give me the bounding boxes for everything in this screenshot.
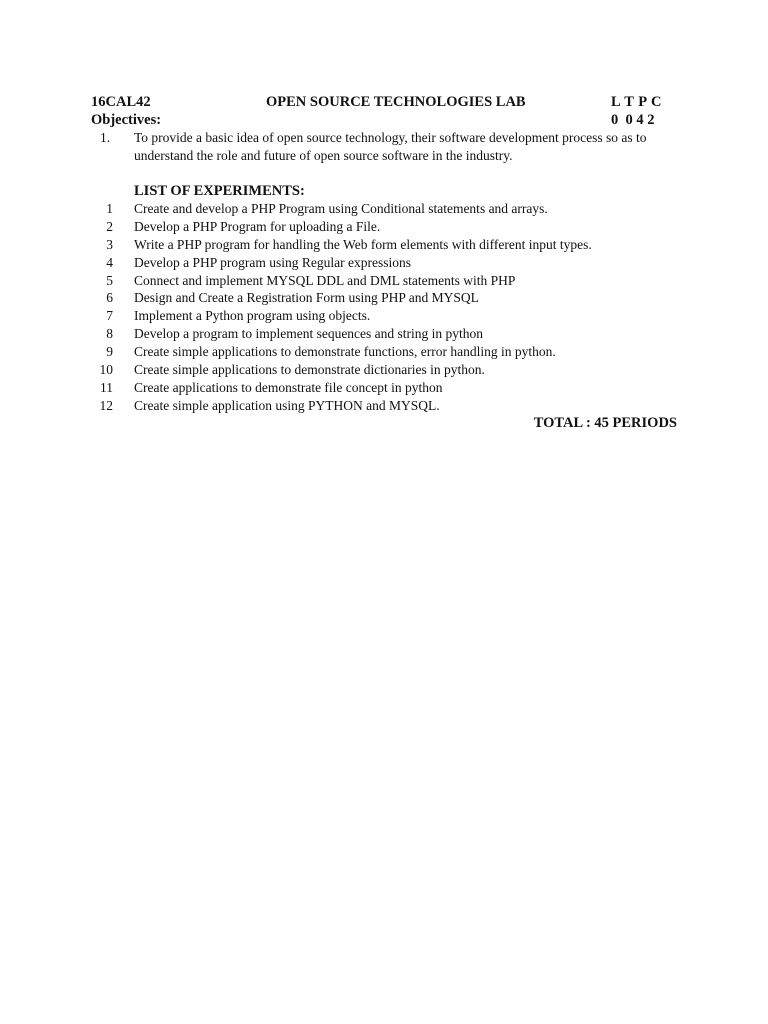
experiment-text: Develop a program to implement sequences and string in python <box>134 326 484 342</box>
list-item <box>91 289 691 307</box>
experiments-list <box>91 200 691 415</box>
experiments-heading: LIST OF EXPERIMENTS: <box>134 183 305 199</box>
experiment-text: Implement a Python program using objects. <box>134 308 371 324</box>
list-item <box>91 272 691 290</box>
experiment-text: Design and Create a Registration Form using PHP and MYSQL <box>134 290 479 306</box>
list-item <box>91 379 691 397</box>
list-item <box>91 397 691 415</box>
objective-number: 1. <box>100 130 111 145</box>
list-item <box>91 236 691 254</box>
experiment-number: 5 <box>106 272 113 288</box>
experiment-text: Develop a PHP program using Regular expressions <box>134 254 411 270</box>
experiment-number: 2 <box>106 218 113 234</box>
experiment-number: 4 <box>106 254 113 270</box>
list-item <box>91 218 691 236</box>
experiment-number: 7 <box>106 308 113 324</box>
list-item <box>91 200 691 218</box>
experiment-number: 10 <box>99 362 113 378</box>
experiment-text: Develop a PHP Program for uploading a File. <box>134 218 381 234</box>
experiment-number: 1 <box>106 201 113 216</box>
experiment-text: Connect and implement MYSQL DDL and DML statements with PHP <box>134 272 516 288</box>
experiment-number: 12 <box>99 397 113 413</box>
experiment-number: 11 <box>100 379 113 395</box>
list-item <box>91 307 691 325</box>
experiment-number: 8 <box>106 326 113 342</box>
list-item <box>91 343 691 361</box>
experiment-number: 3 <box>106 236 113 252</box>
list-item <box>91 254 691 272</box>
objectives-label: Objectives: <box>91 112 162 128</box>
experiment-number: 6 <box>106 290 113 306</box>
list-item <box>91 361 691 379</box>
ltpc-values: 0 0 4 2 <box>611 112 655 128</box>
experiment-text: Create and develop a PHP Program using Conditional statements and arrays. <box>134 201 548 216</box>
experiment-text: Create applications to demonstrate file concept in python <box>134 379 443 395</box>
list-item <box>91 325 691 343</box>
experiment-text: Create simple applications to demonstrate dictionaries in python. <box>134 362 485 378</box>
objective-text: To provide a basic idea of open source technology, their software development process so as to understand the role and future of open source software in the industry. <box>134 130 647 163</box>
course-code: 16CAL42 <box>91 94 151 110</box>
experiment-number: 9 <box>106 344 113 360</box>
experiment-text: Write a PHP program for handling the Web form elements with different input types. <box>134 236 592 252</box>
ltpc-label: L T P C <box>611 94 662 110</box>
total-periods: TOTAL : 45 PERIODS <box>533 415 677 431</box>
course-title: OPEN SOURCE TECHNOLOGIES LAB <box>266 94 526 110</box>
experiment-text: Create simple application using PYTHON and MYSQL. <box>134 397 440 413</box>
experiment-text: Create simple applications to demonstrate functions, error handling in python. <box>134 344 556 360</box>
